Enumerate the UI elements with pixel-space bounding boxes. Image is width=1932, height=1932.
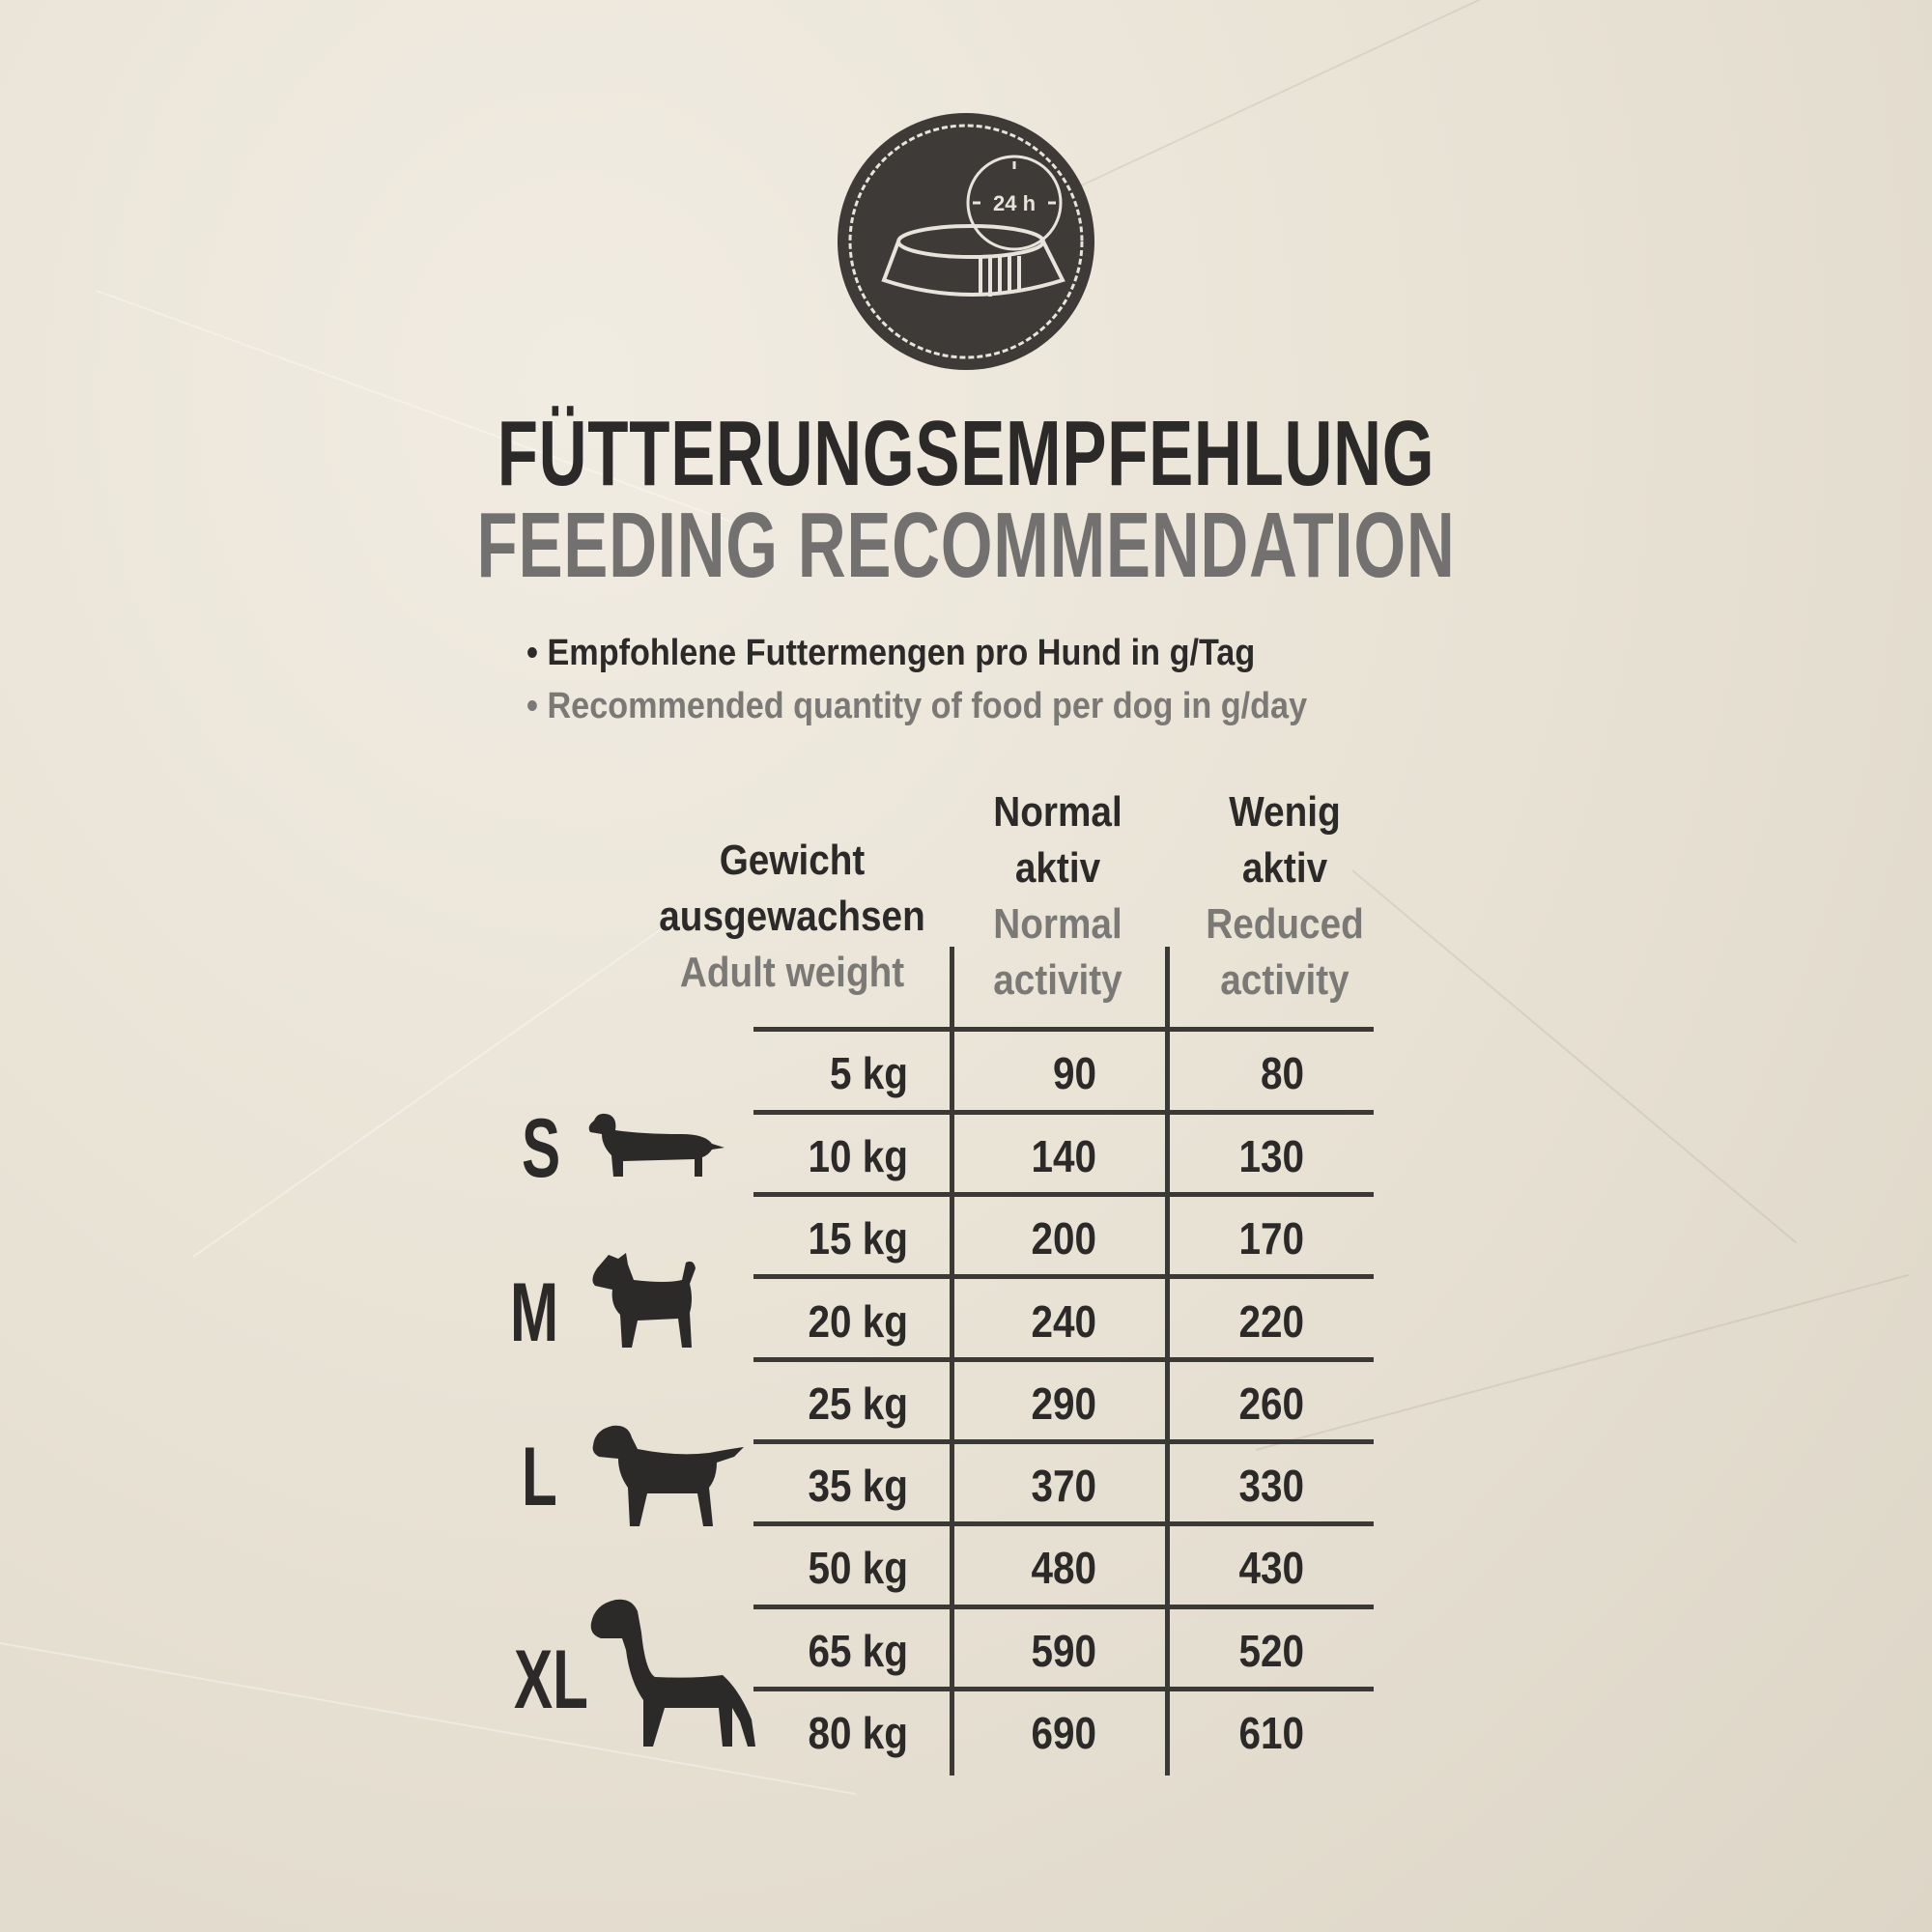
row-divider <box>753 1521 1374 1526</box>
size-l-label: L <box>522 1431 557 1523</box>
reduced-cell: 130 <box>1238 1131 1304 1181</box>
retriever-icon <box>589 1420 744 1531</box>
size-s-label: S <box>522 1102 561 1195</box>
schnauzer-icon <box>589 1251 705 1352</box>
row-divider <box>753 1027 1374 1032</box>
normal-cell: 590 <box>1031 1626 1096 1676</box>
reduced-cell: 220 <box>1238 1296 1304 1347</box>
row-divider <box>753 1357 1374 1362</box>
reduced-cell: 610 <box>1238 1708 1304 1758</box>
normal-cell: 480 <box>1031 1543 1096 1593</box>
reduced-cell: 170 <box>1238 1213 1304 1264</box>
header-normal <box>969 784 1148 1009</box>
reduced-cell: 330 <box>1238 1461 1304 1511</box>
weight-cell: 80 kg <box>808 1708 908 1758</box>
weight-cell: 65 kg <box>808 1626 908 1676</box>
reduced-cell: 520 <box>1238 1626 1304 1676</box>
header-weight-de-2: ausgewachsen <box>659 893 925 940</box>
normal-cell: 370 <box>1031 1461 1096 1511</box>
reduced-cell: 430 <box>1238 1543 1304 1593</box>
great-dane-icon <box>587 1594 756 1753</box>
header-reduced-en-1: Reduced <box>1206 900 1364 948</box>
normal-cell: 90 <box>1052 1048 1096 1098</box>
row-divider <box>753 1687 1374 1691</box>
header-reduced-de-1: Wenig <box>1229 788 1341 836</box>
header-weight-en: Adult weight <box>679 949 905 996</box>
row-divider <box>753 1439 1374 1444</box>
header-reduced-en-2: activity <box>1220 956 1350 1004</box>
weight-cell: 15 kg <box>808 1213 908 1264</box>
row-divider <box>753 1274 1374 1279</box>
header-normal-en-2: activity <box>993 956 1122 1004</box>
weight-cell: 5 kg <box>829 1048 908 1098</box>
weight-cell: 50 kg <box>808 1543 908 1593</box>
row-divider <box>753 1110 1374 1115</box>
weight-cell: 20 kg <box>808 1296 908 1347</box>
subtitle-en: • Recommended quantity of food per dog in g/day <box>526 686 1308 726</box>
page-title-de: FÜTTERUNGSEMPFEHLUNG <box>497 402 1435 505</box>
reduced-cell: 80 <box>1260 1048 1304 1098</box>
page-title-en: FEEDING RECOMMENDATION <box>476 494 1456 597</box>
weight-cell: 10 kg <box>808 1131 908 1181</box>
normal-cell: 140 <box>1031 1131 1096 1181</box>
subtitle-de: • Empfohlene Futtermengen pro Hund in g/Tag <box>526 633 1256 673</box>
weight-cell: 25 kg <box>808 1378 908 1429</box>
header-normal-de-1: Normal <box>993 788 1122 836</box>
normal-cell: 690 <box>1031 1708 1096 1758</box>
size-xl-label: XL <box>514 1634 588 1726</box>
row-divider <box>753 1192 1374 1197</box>
header-weight-de-1: Gewicht <box>719 837 866 884</box>
food-bowl-clock-icon <box>836 111 1096 372</box>
normal-cell: 240 <box>1031 1296 1096 1347</box>
dachshund-icon <box>584 1109 724 1186</box>
header-normal-en-1: Normal <box>993 900 1122 948</box>
row-divider <box>753 1605 1374 1609</box>
weight-cell: 35 kg <box>808 1461 908 1511</box>
reduced-cell: 260 <box>1238 1378 1304 1429</box>
badge-label: 24 h <box>992 191 1037 215</box>
header-reduced-de-2: aktiv <box>1241 844 1328 892</box>
normal-cell: 290 <box>1031 1378 1096 1429</box>
header-normal-de-2: aktiv <box>1014 844 1101 892</box>
header-reduced <box>1187 784 1382 1009</box>
normal-cell: 200 <box>1031 1213 1096 1264</box>
size-m-label: M <box>510 1266 559 1359</box>
header-weight <box>656 833 928 1001</box>
